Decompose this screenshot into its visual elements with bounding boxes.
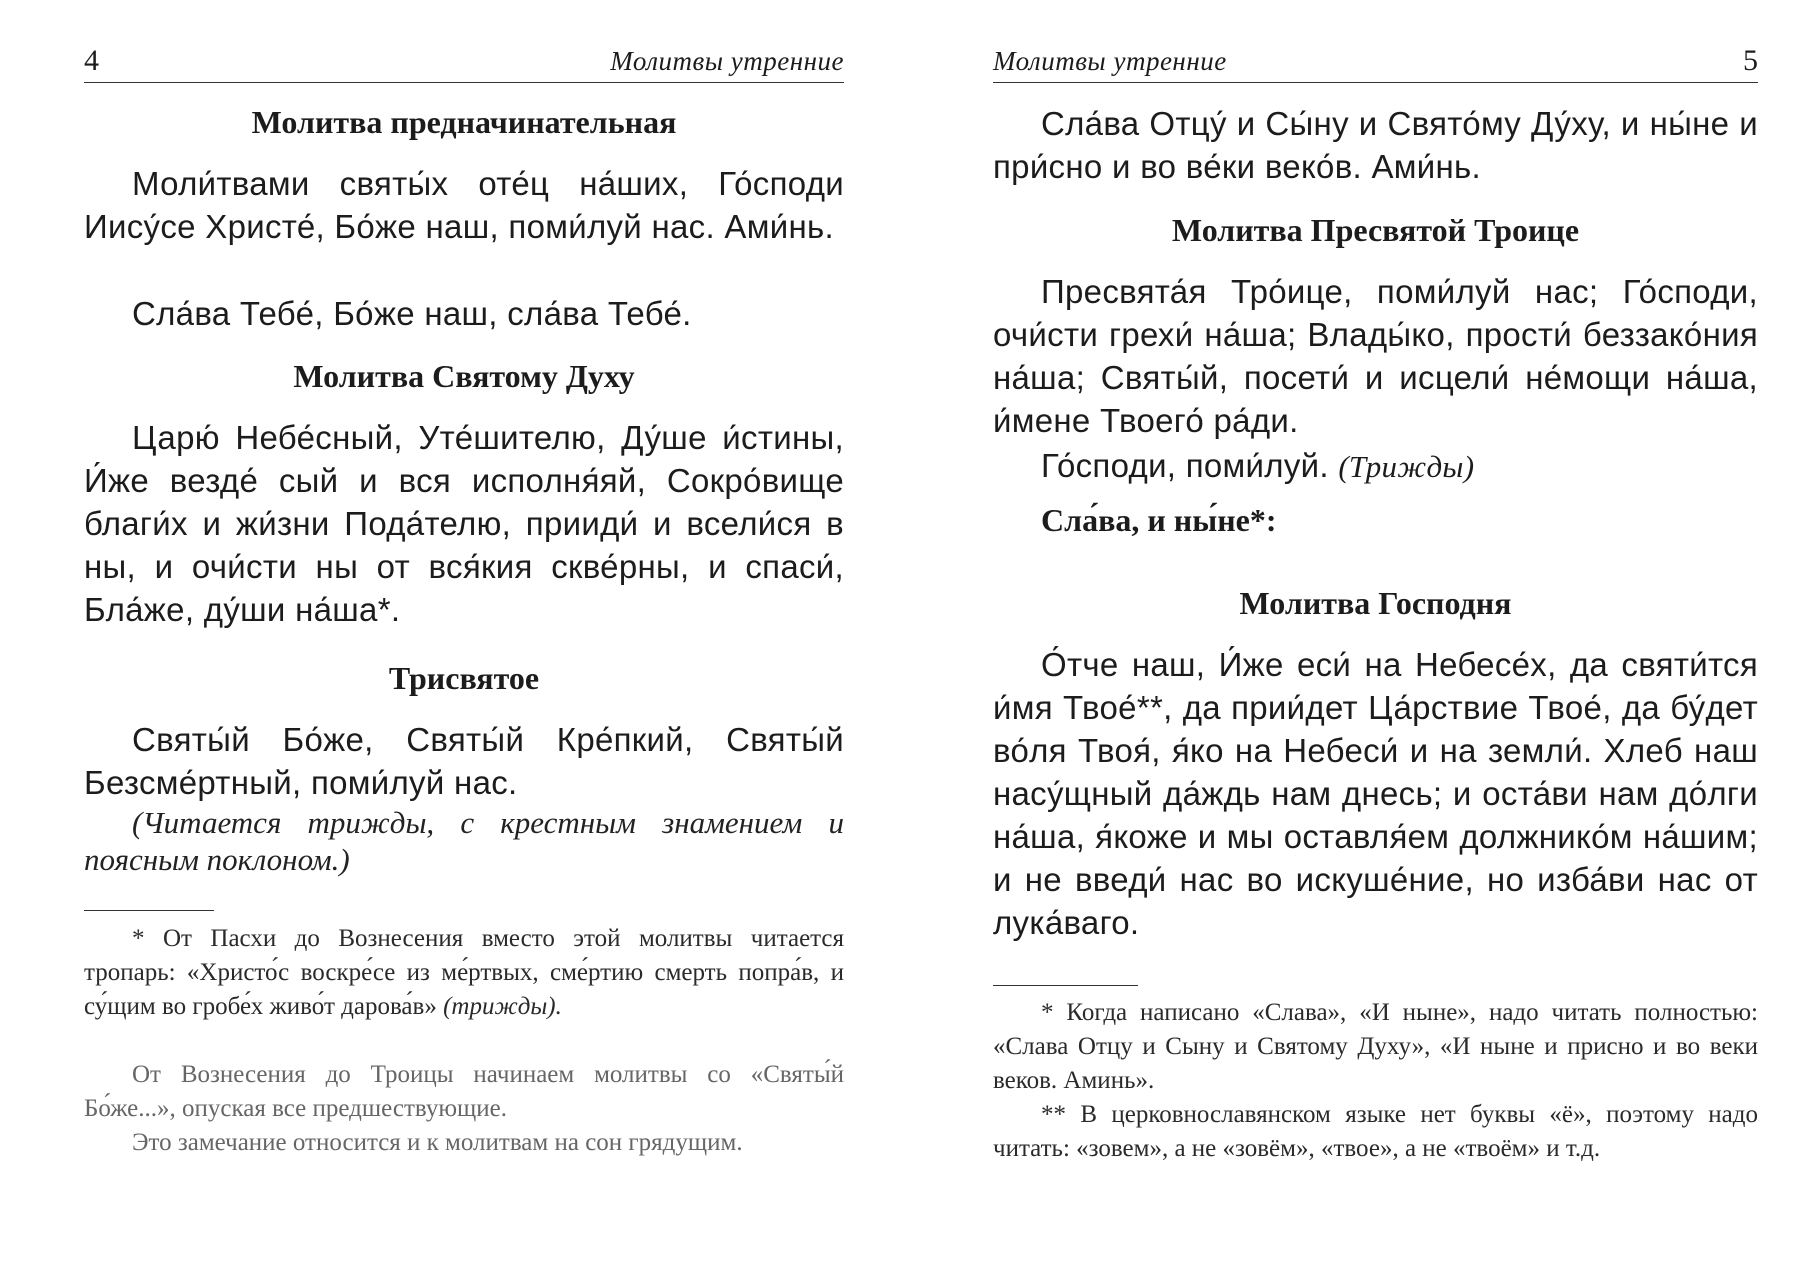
footnote-1 [84,922,844,1024]
right-page [993,0,1758,1270]
footnote-1: * Когда написано «Слава», «И ныне», надо читать полностью: «Слава Отцу и Сыну и Святому Духу», «И ныне и присно и во веки веков. Аминь». [993,999,1758,1094]
trisagion-text: Святы́й Бо́же, Святы́й Кре́пкий, Святы́й Безсме́ртный, поми́луй нас. [84,721,844,801]
footnote-1-rubric: (трижды). [443,993,562,1020]
holy-trinity-prayer-text: Пресвята́я Тро́ице, поми́луй нас; Го́споди, очи́сти грехи́ на́ша; Влады́ко, прости́ беззако́ния на́ша; Святы́й, посети́ и исцели́ не́мощи на́ша, и́мене Твоего́ ра́ди. [993,273,1758,439]
section-title-trisagion: Трисвятое [388,660,540,696]
left-page [84,0,844,1270]
kyrie-line [993,444,1758,488]
section-title-holy-spirit: Молитва Святому Духу [293,358,635,394]
footnote-1-text: * От Пасхи до Вознесения вместо этой молитвы читается тропарь: «Христо́с воскре́се из ме́ртвых, сме́ртию смерть попра́в, и су́щим во гробе́х живо́т дарова́в» [84,925,844,1020]
holy-spirit-prayer-text: Царю́ Небе́сный, Уте́шителю, Ду́ше и́стины, И́же везде́ сый и вся исполня́яй, Сокро́вище благи́х и жи́зни Пода́телю, прииди́ и всели́ся в ны, и очи́сти ны от вся́кия скве́рны, и спаси́, Бла́же, ду́ши на́ша*. [84,419,844,628]
footnote-2: ** В церковнославянском языке нет буквы «ё», поэтому надо читать: «зовем», а не «зовём», «твое», а не «твоём» и т.д. [993,1101,1758,1162]
footnote-2: От Вознесения до Троицы начинаем молитвы со «Святы́й Бо́же...», опуская все предшествующие. [84,1061,844,1122]
glory-be-text: Сла́ва Отцу́ и Сы́ну и Свято́му Ду́ху, и ны́не и при́сно и во ве́ки веко́в. Ами́нь. [993,105,1758,185]
opening-prayer-text: Моли́твами святы́х оте́ц на́ших, Го́споди Иису́се Христе́, Бо́же наш, поми́луй нас. Ами́нь. [84,165,844,245]
lords-prayer-text: О́тче наш, И́же еси́ на Небесе́х, да святи́тся и́мя Твое́**, да прии́дет Ца́рствие Твое́, да бу́дет во́ля Твоя́, я́ко на Небеси́ и на земли́. Хлеб наш насу́щный да́ждь нам днесь; и оста́ви нам до́лги на́ша, я́коже и мы оставля́ем должнико́м на́шим; и не введи́ нас во искуше́ние, но изба́ви нас от лука́ваго. [993,646,1758,941]
running-title: Молитвы утренние [610,46,844,76]
kyrie-rubric: (Трижды) [1338,449,1475,484]
section-title-opening-prayer: Молитва предначинательная [251,104,677,140]
left-running-head [84,40,844,83]
footnote-3: Это замечание относится и к молитвам на сон грядущим. [132,1129,743,1156]
section-title-holy-trinity: Молитва Пресвятой Троице [1171,212,1580,248]
footnote-separator [993,985,1138,986]
section-title-lords-prayer: Молитва Господня [1239,585,1512,621]
right-running-head [993,40,1758,83]
kyrie-text: Го́споди, поми́луй. [1041,447,1329,484]
glory-and-now-line: Сла́ва, и ны́не*: [1041,502,1277,538]
page-number: 4 [84,44,99,77]
footnote-separator [84,910,214,911]
page-number: 5 [1743,44,1758,77]
running-title: Молитвы утренние [993,46,1227,76]
glory-to-thee-text: Сла́ва Тебе́, Бо́же наш, сла́ва Тебе́. [132,295,692,332]
trisagion-rubric: (Читается трижды, с крестным знамением и поясным поклоном.) [84,805,844,877]
